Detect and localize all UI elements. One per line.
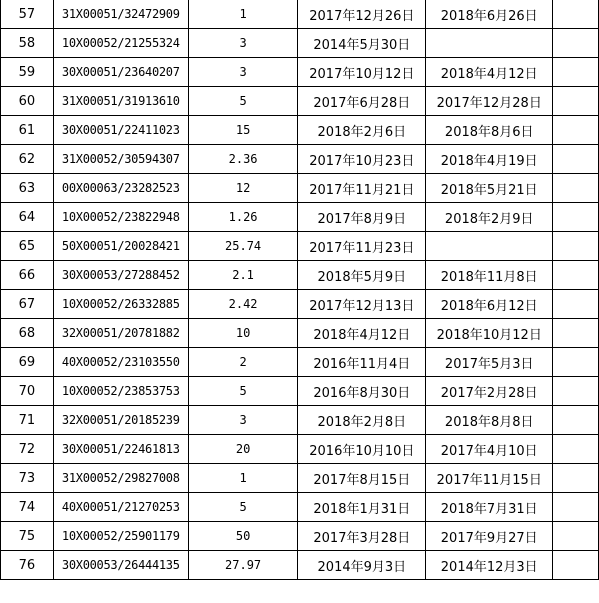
- start-date-cell: 2017年12月26日: [298, 0, 426, 29]
- amount-cell: 2.1: [188, 261, 298, 290]
- end-date-cell: 2018年8月8日: [426, 406, 553, 435]
- end-date-cell: 2018年8月6日: [426, 116, 553, 145]
- blank-cell: [553, 261, 599, 290]
- table-row: [1, 290, 599, 319]
- row-number-cell: 71: [1, 406, 54, 435]
- row-number-cell: 65: [1, 232, 54, 261]
- table-row: [1, 203, 599, 232]
- amount-cell: 12: [188, 174, 298, 203]
- start-date-cell: 2017年11月21日: [298, 174, 426, 203]
- amount-cell: 1: [188, 464, 298, 493]
- amount-cell: 5: [188, 493, 298, 522]
- blank-cell: [553, 348, 599, 377]
- account-code-cell: 30X00053/27288452: [53, 261, 188, 290]
- amount-cell: 2.42: [188, 290, 298, 319]
- table-row: [1, 58, 599, 87]
- row-number-cell: 68: [1, 319, 54, 348]
- table-row: [1, 0, 599, 29]
- start-date-cell: 2018年2月8日: [298, 406, 426, 435]
- blank-cell: [553, 145, 599, 174]
- start-date-cell: 2016年11月4日: [298, 348, 426, 377]
- start-date-cell: 2017年10月12日: [298, 58, 426, 87]
- start-date-cell: 2018年1月31日: [298, 493, 426, 522]
- blank-cell: [553, 522, 599, 551]
- blank-cell: [553, 29, 599, 58]
- blank-cell: [553, 319, 599, 348]
- row-number-cell: 70: [1, 377, 54, 406]
- row-number-cell: 69: [1, 348, 54, 377]
- start-date-cell: 2017年10月23日: [298, 145, 426, 174]
- account-code-cell: 32X00051/20185239: [53, 406, 188, 435]
- account-code-cell: 31X00052/29827008: [53, 464, 188, 493]
- account-code-cell: 50X00051/20028421: [53, 232, 188, 261]
- amount-cell: 15: [188, 116, 298, 145]
- account-code-cell: 10X00052/26332885: [53, 290, 188, 319]
- records-table-body: [1, 0, 599, 580]
- start-date-cell: 2017年12月13日: [298, 290, 426, 319]
- blank-cell: [553, 116, 599, 145]
- blank-cell: [553, 174, 599, 203]
- table-row: [1, 116, 599, 145]
- row-number-cell: 61: [1, 116, 54, 145]
- table-row: [1, 551, 599, 580]
- end-date-cell: 2017年9月27日: [426, 522, 553, 551]
- amount-cell: 5: [188, 87, 298, 116]
- blank-cell: [553, 551, 599, 580]
- start-date-cell: 2018年5月9日: [298, 261, 426, 290]
- account-code-cell: 10X00052/23822948: [53, 203, 188, 232]
- start-date-cell: 2018年4月12日: [298, 319, 426, 348]
- row-number-cell: 63: [1, 174, 54, 203]
- amount-cell: 2.36: [188, 145, 298, 174]
- table-row: [1, 493, 599, 522]
- table-row: [1, 261, 599, 290]
- row-number-cell: 62: [1, 145, 54, 174]
- end-date-cell: 2018年6月26日: [426, 0, 553, 29]
- table-row: [1, 87, 599, 116]
- table-row: [1, 29, 599, 58]
- start-date-cell: 2016年10月10日: [298, 435, 426, 464]
- end-date-cell: 2017年4月10日: [426, 435, 553, 464]
- blank-cell: [553, 377, 599, 406]
- table-row: [1, 232, 599, 261]
- start-date-cell: 2014年9月3日: [298, 551, 426, 580]
- table-row: [1, 435, 599, 464]
- account-code-cell: 00X00063/23282523: [53, 174, 188, 203]
- account-code-cell: 32X00051/20781882: [53, 319, 188, 348]
- start-date-cell: 2018年2月6日: [298, 116, 426, 145]
- row-number-cell: 76: [1, 551, 54, 580]
- account-code-cell: 40X00051/21270253: [53, 493, 188, 522]
- blank-cell: [553, 58, 599, 87]
- start-date-cell: 2014年5月30日: [298, 29, 426, 58]
- end-date-cell: 2018年4月19日: [426, 145, 553, 174]
- blank-cell: [553, 464, 599, 493]
- blank-cell: [553, 232, 599, 261]
- row-number-cell: 59: [1, 58, 54, 87]
- start-date-cell: 2017年3月28日: [298, 522, 426, 551]
- start-date-cell: 2017年8月15日: [298, 464, 426, 493]
- table-row: [1, 406, 599, 435]
- account-code-cell: 30X00051/23640207: [53, 58, 188, 87]
- table-row: [1, 174, 599, 203]
- blank-cell: [553, 0, 599, 29]
- amount-cell: 3: [188, 58, 298, 87]
- row-number-cell: 60: [1, 87, 54, 116]
- end-date-cell: 2018年7月31日: [426, 493, 553, 522]
- end-date-cell: 2014年12月3日: [426, 551, 553, 580]
- end-date-cell: 2017年5月3日: [426, 348, 553, 377]
- end-date-cell: [426, 29, 553, 58]
- row-number-cell: 73: [1, 464, 54, 493]
- amount-cell: 10: [188, 319, 298, 348]
- blank-cell: [553, 435, 599, 464]
- table-row: [1, 522, 599, 551]
- end-date-cell: 2018年4月12日: [426, 58, 553, 87]
- account-code-cell: 10X00052/25901179: [53, 522, 188, 551]
- amount-cell: 1.26: [188, 203, 298, 232]
- blank-cell: [553, 493, 599, 522]
- amount-cell: 5: [188, 377, 298, 406]
- account-code-cell: 10X00052/21255324: [53, 29, 188, 58]
- start-date-cell: 2017年11月23日: [298, 232, 426, 261]
- account-code-cell: 31X00051/32472909: [53, 0, 188, 29]
- amount-cell: 1: [188, 0, 298, 29]
- end-date-cell: 2017年2月28日: [426, 377, 553, 406]
- row-number-cell: 67: [1, 290, 54, 319]
- end-date-cell: 2017年11月15日: [426, 464, 553, 493]
- account-code-cell: 30X00051/22461813: [53, 435, 188, 464]
- end-date-cell: 2017年12月28日: [426, 87, 553, 116]
- start-date-cell: 2017年6月28日: [298, 87, 426, 116]
- end-date-cell: 2018年6月12日: [426, 290, 553, 319]
- account-code-cell: 31X00051/31913610: [53, 87, 188, 116]
- amount-cell: 2: [188, 348, 298, 377]
- amount-cell: 3: [188, 406, 298, 435]
- table-row: [1, 145, 599, 174]
- account-code-cell: 31X00052/30594307: [53, 145, 188, 174]
- end-date-cell: 2018年11月8日: [426, 261, 553, 290]
- end-date-cell: [426, 232, 553, 261]
- blank-cell: [553, 203, 599, 232]
- table-row: [1, 348, 599, 377]
- row-number-cell: 75: [1, 522, 54, 551]
- amount-cell: 50: [188, 522, 298, 551]
- row-number-cell: 57: [1, 0, 54, 29]
- amount-cell: 25.74: [188, 232, 298, 261]
- row-number-cell: 74: [1, 493, 54, 522]
- amount-cell: 27.97: [188, 551, 298, 580]
- end-date-cell: 2018年2月9日: [426, 203, 553, 232]
- row-number-cell: 64: [1, 203, 54, 232]
- account-code-cell: 30X00051/22411023: [53, 116, 188, 145]
- account-code-cell: 30X00053/26444135: [53, 551, 188, 580]
- row-number-cell: 72: [1, 435, 54, 464]
- start-date-cell: 2017年8月9日: [298, 203, 426, 232]
- row-number-cell: 58: [1, 29, 54, 58]
- table-row: [1, 319, 599, 348]
- blank-cell: [553, 87, 599, 116]
- table-row: [1, 377, 599, 406]
- blank-cell: [553, 406, 599, 435]
- amount-cell: 3: [188, 29, 298, 58]
- row-number-cell: 66: [1, 261, 54, 290]
- account-code-cell: 10X00052/23853753: [53, 377, 188, 406]
- table-row: [1, 464, 599, 493]
- account-code-cell: 40X00052/23103550: [53, 348, 188, 377]
- start-date-cell: 2016年8月30日: [298, 377, 426, 406]
- end-date-cell: 2018年5月21日: [426, 174, 553, 203]
- blank-cell: [553, 290, 599, 319]
- end-date-cell: 2018年10月12日: [426, 319, 553, 348]
- amount-cell: 20: [188, 435, 298, 464]
